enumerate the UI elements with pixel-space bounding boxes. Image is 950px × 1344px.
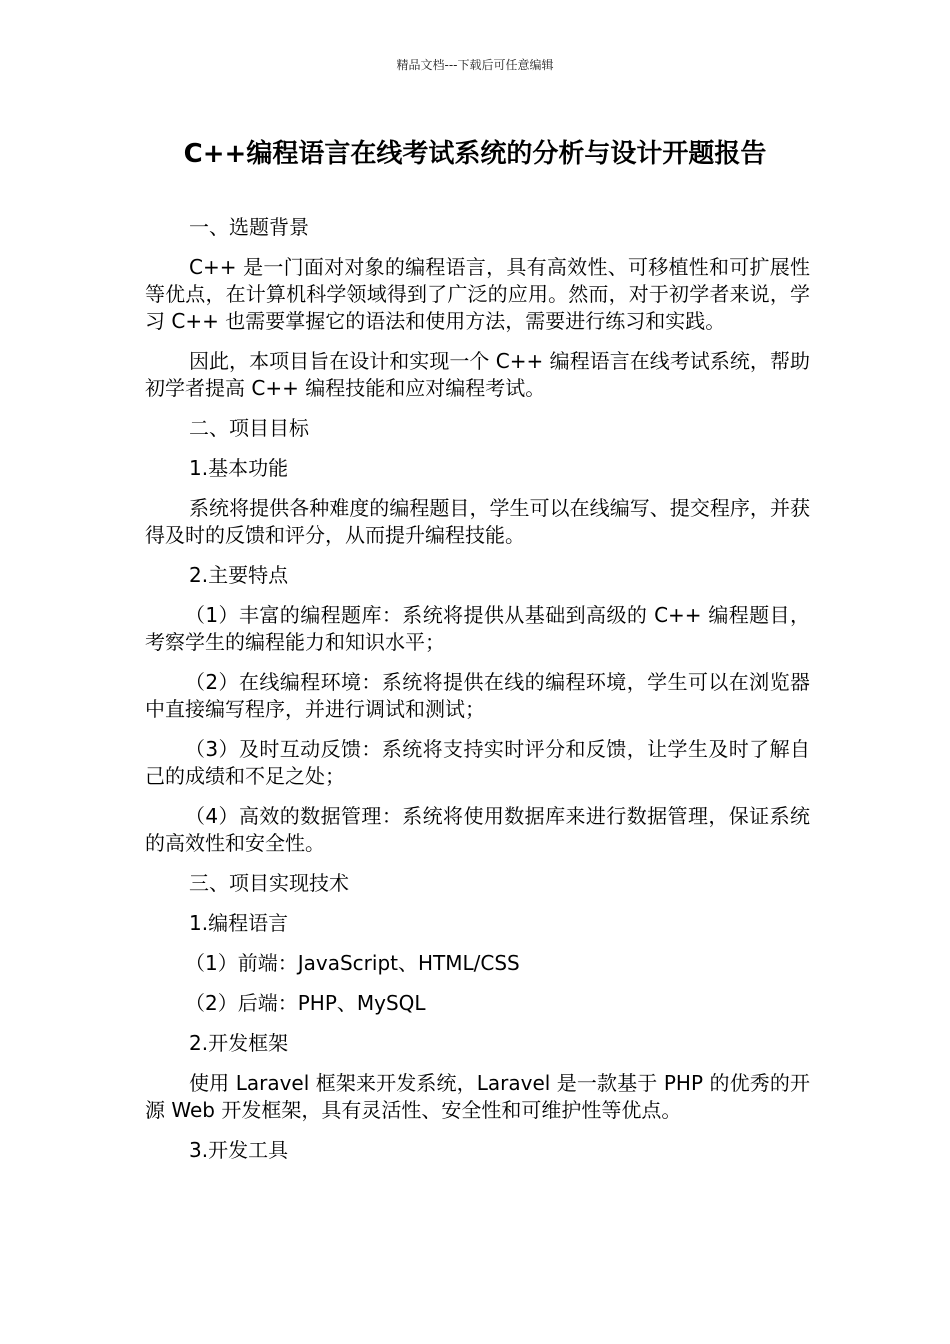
paragraph-project-purpose: 因此，本项目旨在设计和实现一个 C++ 编程语言在线考试系统，帮助初学者提高 C++ 编程技能和应对编程考试。 [145,349,810,400]
list-item-feedback: （3）及时互动反馈：系统将支持实时评分和反馈，让学生及时了解自己的成绩和不足之处； [145,737,810,788]
list-item-frontend: （1）前端：JavaScript、HTML/CSS [185,951,520,975]
list-item-online-environment: （2）在线编程环境：系统将提供在线的编程环境，学生可以在浏览器中直接编写程序，并进行调试和测试； [145,670,810,721]
paragraph-laravel: 使用 Laravel 框架来开发系统，Laravel 是一款基于 PHP 的优秀的开源 Web 开发框架，具有灵活性、安全性和可维护性等优点。 [145,1071,810,1122]
paragraph-cpp-intro: C++ 是一门面对对象的编程语言，具有高效性、可移植性和可扩展性等优点，在计算机科学领域得到了广泛的应用。然而，对于初学者来说，学习 C++ 也需要掌握它的语法和使用方法，需要进行练习和实践。 [145,255,810,333]
subheading-framework: 2.开发框架 [189,1031,289,1055]
subheading-tools: 3.开发工具 [189,1138,289,1162]
subheading-main-features: 2.主要特点 [189,563,289,587]
document-title: C++编程语言在线考试系统的分析与设计开题报告 [183,139,767,169]
section-heading-technology: 三、项目实现技术 [189,871,349,895]
list-item-data-management: （4）高效的数据管理：系统将使用数据库来进行数据管理，保证系统的高效性和安全性。 [145,804,810,855]
page-header-watermark: 精品文档---下载后可任意编辑 [396,58,554,72]
list-item-question-bank: （1）丰富的编程题库：系统将提供从基础到高级的 C++ 编程题目，考察学生的编程能力和知识水平； [145,603,810,654]
section-heading-background: 一、选题背景 [189,215,309,239]
paragraph-basic-features: 系统将提供各种难度的编程题目，学生可以在线编写、提交程序，并获得及时的反馈和评分，从而提升编程技能。 [145,496,810,547]
section-heading-goals: 二、项目目标 [189,416,309,440]
subheading-basic-features: 1.基本功能 [189,456,289,480]
list-item-backend: （2）后端：PHP、MySQL [185,991,426,1015]
document-body [145,214,810,1177]
subheading-languages: 1.编程语言 [189,911,289,935]
